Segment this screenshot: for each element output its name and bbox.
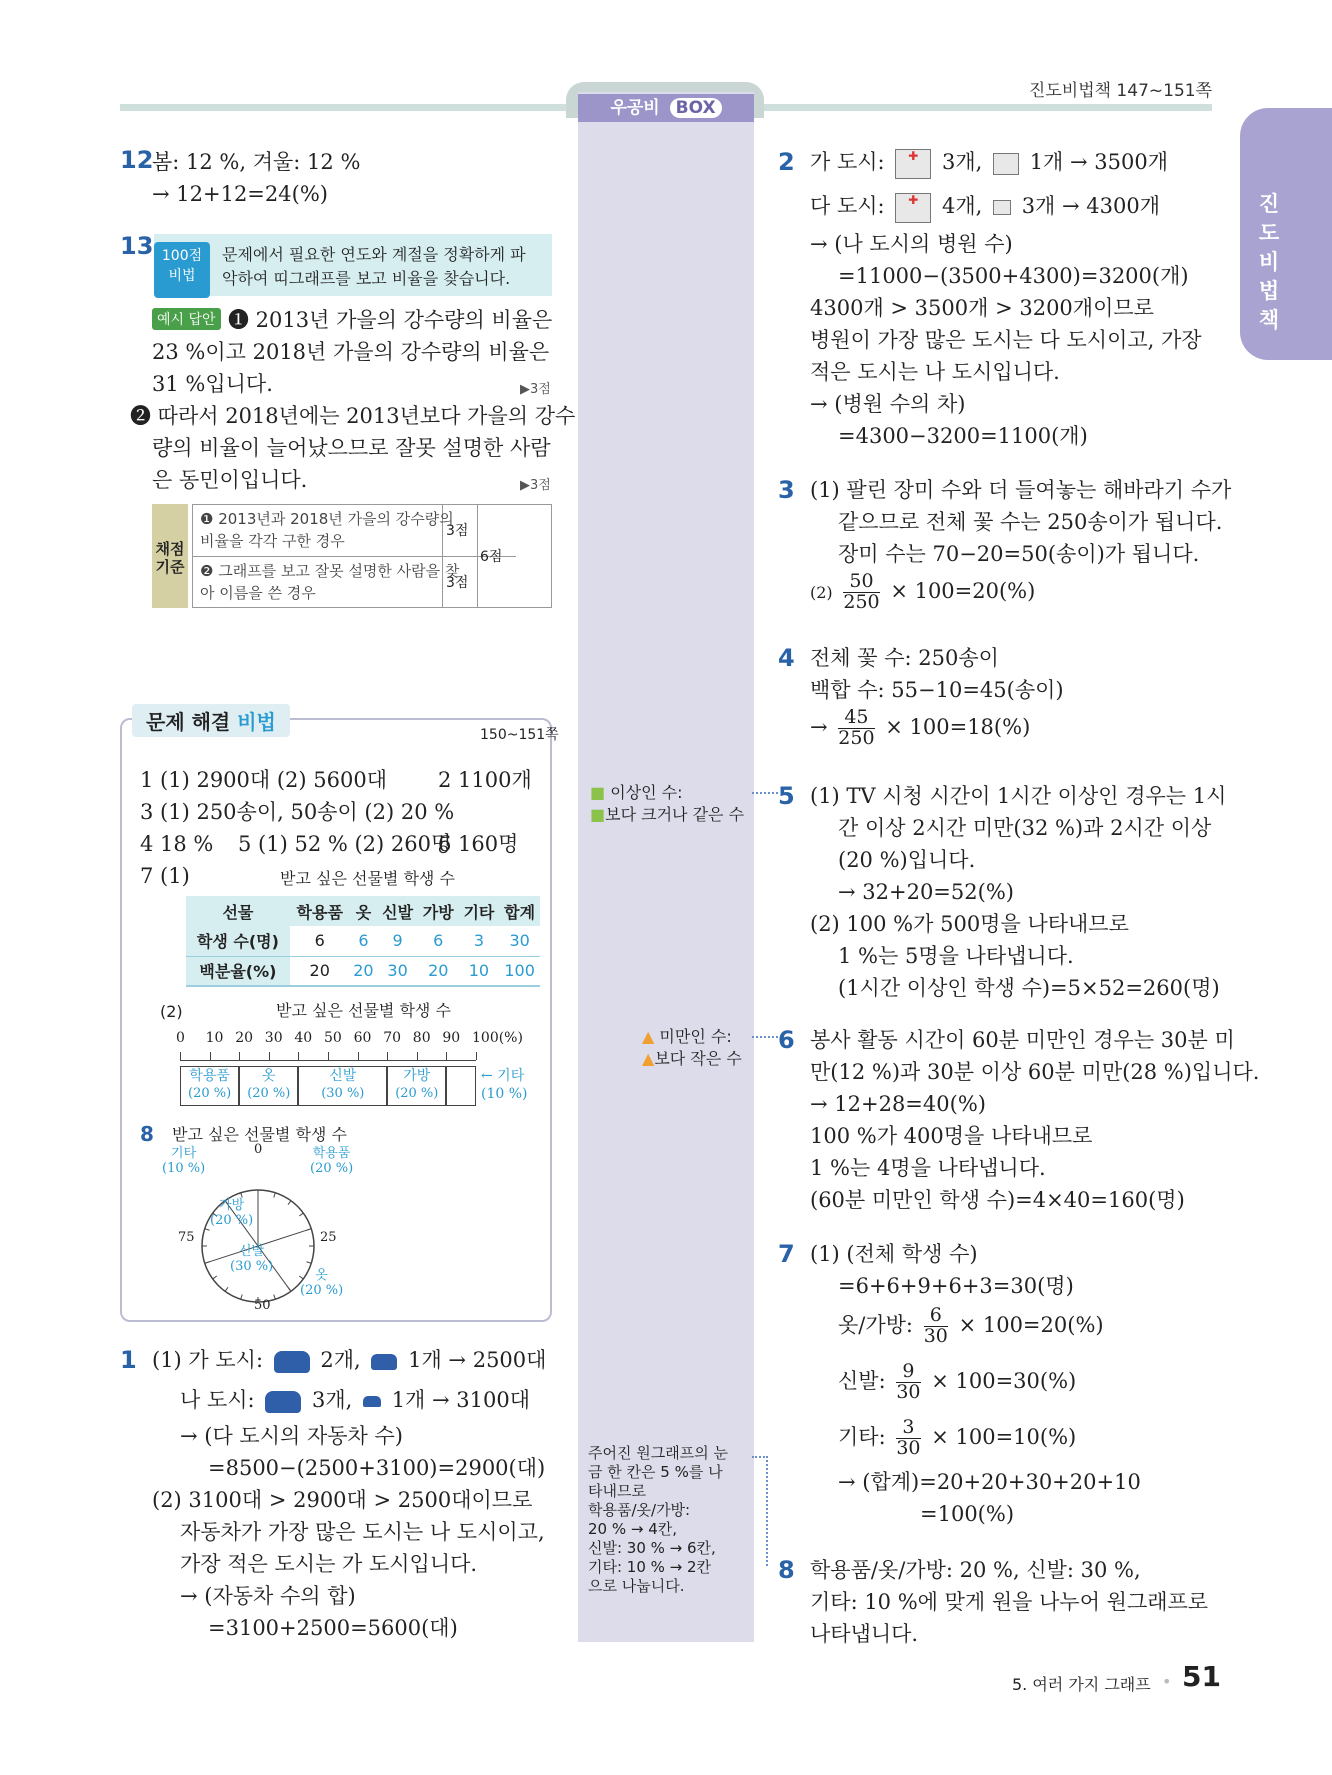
table-header-cell: 가방 xyxy=(422,902,454,922)
secret-q7b: (2) xyxy=(160,1002,183,1021)
q1-line4: =8500−(2500+3100)=2900(대) xyxy=(208,1456,546,1480)
q1-line5: (2) 3100대 > 2900대 > 2500대이므로 xyxy=(152,1488,533,1512)
band-tick-label: 40 xyxy=(294,1030,313,1046)
q7-f1-rest: × 100=20(%) xyxy=(958,1312,1104,1337)
q8-line1: 학용품/옷/가방: 20 %, 신발: 30 %, xyxy=(810,1558,1141,1582)
q7-frac3 xyxy=(838,1418,1076,1459)
note3-line: 으로 나눕니다. xyxy=(588,1577,685,1595)
fraction-denominator: 30 xyxy=(896,1380,921,1403)
note-greater-equal: ■ 이상인 수: ■보다 크거나 같은 수 xyxy=(590,783,745,824)
band-tick-label: 30 xyxy=(264,1030,283,1046)
fraction-numerator: 9 xyxy=(896,1362,920,1383)
hospital-icon: ✚ xyxy=(895,193,931,223)
band-tick-label: 80 xyxy=(412,1030,431,1046)
band-segment-callout xyxy=(481,1067,528,1103)
secret-table-title: 받고 싶은 선물별 학생 수 xyxy=(280,869,455,888)
band-segment-pct: (10 %) xyxy=(480,1086,528,1102)
secret-title-b: 비법 xyxy=(237,710,276,734)
q5-line7: (1시간 이상인 학생 수)=5×52=260(명) xyxy=(838,976,1220,1000)
pie-tick-label: 75 xyxy=(178,1230,195,1245)
rubric-row1a: ❶ 2013년과 2018년 가을의 강수량의 xyxy=(200,510,454,528)
q7-number: 7 xyxy=(778,1240,795,1268)
q4-line3b: × 100=18(%) xyxy=(885,714,1031,739)
table-row xyxy=(186,926,540,956)
table-cell: 6 xyxy=(314,931,325,951)
q7-line1: (1) (전체 학생 수) xyxy=(810,1242,978,1266)
box-label xyxy=(578,94,754,122)
q13-tip-line1: 문제에서 필요한 연도와 계절을 정확하게 파 xyxy=(222,245,526,264)
q2-line2c: 3개 → 4300개 xyxy=(1021,194,1161,218)
q1-line3: → (다 도시의 자동차 수) xyxy=(180,1424,403,1448)
q5-line5: (2) 100 %가 500명을 나타내므로 xyxy=(810,912,1129,936)
pie-slice-label xyxy=(230,1244,273,1274)
note3-line: 학용품/옷/가방: xyxy=(588,1501,691,1519)
q6-number: 6 xyxy=(778,1026,795,1054)
q2-line1a: 가 도시: xyxy=(810,150,885,174)
band-tick-label: 10 xyxy=(205,1030,224,1046)
q13-a5: 량의 비율이 늘어났으므로 잘못 설명한 사람 xyxy=(152,436,551,460)
fraction-denominator: 30 xyxy=(896,1436,921,1459)
band-segment-pct: (20 %) xyxy=(247,1086,291,1101)
fraction-denominator: 250 xyxy=(838,726,875,749)
q1-line6: 자동차가 가장 많은 도시는 나 도시이고, xyxy=(180,1520,545,1544)
note2-a: 미만인 수: xyxy=(659,1027,732,1046)
rubric-row2-points: 3점 xyxy=(446,575,469,591)
example-answer-badge: 예시 답안 xyxy=(152,308,221,330)
q3-fraction xyxy=(843,572,879,613)
q13-a2: 23 %이고 2018년 가을의 강수량의 비율은 xyxy=(152,340,550,364)
q5-number: 5 xyxy=(778,782,795,810)
q2-line7: 적은 도시는 나 도시입니다. xyxy=(810,360,1060,384)
band-segment-name: ← 기타 xyxy=(480,1068,525,1084)
q7-f3-label: 기타: xyxy=(838,1424,886,1449)
band-tick xyxy=(269,1052,270,1060)
side-tab-char: 비 xyxy=(1258,250,1280,274)
q13-point1: ▶3점 xyxy=(520,382,551,397)
q2-line2 xyxy=(810,190,1160,223)
band-segment-name: 옷 xyxy=(262,1068,276,1084)
q1-line1b: 2개, xyxy=(320,1348,361,1372)
q12-line1: 봄: 12 %, 겨울: 12 % xyxy=(152,150,361,174)
q13-a6: 은 동민이입니다. xyxy=(152,468,308,492)
q4-line2: 백합 수: 55−10=45(송이) xyxy=(810,678,1064,702)
q4-fraction xyxy=(838,708,874,749)
band-tick-label: 100(%) xyxy=(472,1030,523,1046)
note2-b: 보다 작은 수 xyxy=(654,1049,742,1068)
band-tick-label: 90 xyxy=(442,1030,461,1046)
band-segment xyxy=(239,1066,298,1106)
band-axis xyxy=(180,1060,476,1061)
q1-line1 xyxy=(152,1344,546,1376)
secret-range: 150~151쪽 xyxy=(480,727,559,743)
q2-line2b: 4개, xyxy=(941,194,983,218)
rubric-row1b: 비율을 각각 구한 경우 xyxy=(200,532,345,550)
q6-line5: 1 %는 4명을 나타냅니다. xyxy=(810,1156,1046,1180)
band-segment-name: 신발 xyxy=(329,1068,357,1084)
note3-line: 신발: 30 % → 6칸, xyxy=(588,1539,716,1557)
page-range: 진도비법책 147~151쪽 xyxy=(1028,81,1212,101)
q7-f2-label: 신발: xyxy=(838,1368,886,1393)
q13-badge: 100점 비법 xyxy=(154,242,210,298)
secret-row3a: 4 18 % xyxy=(140,832,214,856)
q7-f3-rest: × 100=10(%) xyxy=(931,1424,1077,1449)
q6-line2: 만(12 %)과 30분 이상 60분 미만(28 %)입니다. xyxy=(810,1060,1260,1084)
note3-line: 20 % → 4칸, xyxy=(588,1520,678,1538)
q7-fraction1 xyxy=(924,1306,948,1347)
q5-line2: 간 이상 2시간 미만(32 %)과 2시간 이상 xyxy=(838,816,1212,840)
note3-line: 타내므로 xyxy=(588,1482,646,1500)
gift-table-header xyxy=(186,896,540,926)
side-tab xyxy=(1240,108,1332,360)
fraction-denominator: 30 xyxy=(923,1324,948,1347)
pie-slice-name: 신발 xyxy=(239,1244,265,1259)
q2-line3: → (나 도시의 병원 수) xyxy=(810,232,1013,256)
q4-line3 xyxy=(810,708,1030,749)
table-cell: 100 xyxy=(504,961,535,981)
pie-slice-name: 학용품 xyxy=(312,1146,351,1161)
box-label-a: 우공비 xyxy=(610,98,660,118)
table-header-cell: 선물 xyxy=(222,902,254,922)
band-segment-pct: (20 %) xyxy=(395,1086,439,1101)
q2-line9: =4300−3200=1100(개) xyxy=(838,424,1088,448)
band-tick xyxy=(239,1052,240,1060)
table-cell: 9 xyxy=(392,931,403,951)
band-tick xyxy=(446,1052,447,1060)
secret-q8: 8 xyxy=(140,1122,154,1146)
q8-line3: 나타냅니다. xyxy=(810,1622,919,1646)
q2-line1c: 1개 → 3500개 xyxy=(1029,150,1169,174)
q13-a4: ❷ 따라서 2018년에는 2013년보다 가을의 강수 xyxy=(130,404,576,428)
pie-slice-pct: (10 %) xyxy=(162,1161,206,1176)
side-tab-text xyxy=(1256,190,1282,335)
note1-a: 이상인 수: xyxy=(610,783,683,802)
note1-b: 보다 크거나 같은 수 xyxy=(605,805,745,824)
fraction-denominator: 250 xyxy=(843,590,880,613)
rubric-row2a: ❷ 그래프를 보고 잘못 설명한 사람을 찾 xyxy=(200,562,460,580)
note3-line: 금 한 칸은 5 %를 나 xyxy=(588,1463,723,1481)
fraction-numerator: 50 xyxy=(843,572,879,593)
band-tick-label: 50 xyxy=(324,1030,342,1046)
table-cell: 3 xyxy=(473,931,485,951)
middle-band xyxy=(578,92,754,1642)
q6-line6: (60분 미만인 학생 수)=4×40=160(명) xyxy=(810,1188,1185,1212)
q1-line1a: (1) 가 도시: xyxy=(152,1348,264,1372)
band-tick xyxy=(298,1052,299,1060)
q7-line2: =6+6+9+6+3=30(명) xyxy=(838,1274,1074,1298)
pie-tick-label: 25 xyxy=(320,1230,337,1245)
band-segment-pct: (20 %) xyxy=(188,1086,232,1101)
band-tick xyxy=(476,1052,477,1060)
hospital-icon-small xyxy=(993,153,1019,175)
q7-line6: → (합계)=20+20+30+20+10 xyxy=(838,1470,1141,1494)
table-row-label: 학생 수(명) xyxy=(186,926,290,956)
secret-row1b: 2 1100개 xyxy=(438,768,532,792)
note-pie-division xyxy=(588,1444,748,1596)
car-icon-small xyxy=(363,1396,381,1407)
secret-title xyxy=(132,704,290,737)
secret-row1: 1 (1) 2900대 (2) 5600대 xyxy=(140,768,388,792)
q8-line2: 기타: 10 %에 맞게 원을 나누어 원그래프로 xyxy=(810,1590,1209,1614)
pie-tick-label: 0 xyxy=(254,1142,263,1157)
gift-table xyxy=(186,896,540,987)
pie-tick-label: 50 xyxy=(254,1298,271,1313)
table-header-cell: 합계 xyxy=(504,902,536,922)
secret-title-a: 문제 해결 xyxy=(146,710,238,734)
table-cell: 20 xyxy=(428,961,449,981)
q2-line1 xyxy=(810,146,1168,179)
pie-slice-name: 기타 xyxy=(171,1146,197,1161)
table-cell: 10 xyxy=(468,961,490,981)
q2-line4: =11000−(3500+4300)=3200(개) xyxy=(838,264,1189,288)
table-cell: 6 xyxy=(433,931,444,951)
q5-line3: (20 %)입니다. xyxy=(838,848,976,872)
pie-labels xyxy=(150,1142,390,1313)
pie-slice-label xyxy=(310,1146,353,1176)
band-tick xyxy=(417,1052,418,1060)
q3-number: 3 xyxy=(778,476,795,504)
hospital-icon: ✚ xyxy=(895,149,931,179)
q5-line4: → 32+20=52(%) xyxy=(838,880,1014,904)
q1-line2c: 1개 → 3100대 xyxy=(391,1388,531,1412)
fraction-numerator: 45 xyxy=(838,708,874,729)
q7-f2-rest: × 100=30(%) xyxy=(931,1368,1077,1393)
note3-leader xyxy=(752,1456,768,1566)
band-segment xyxy=(446,1066,528,1106)
side-tab-char: 책 xyxy=(1258,308,1280,332)
q4-number: 4 xyxy=(778,644,795,672)
note2-leader xyxy=(752,1036,778,1038)
secret-row2: 3 (1) 250송이, 50송이 (2) 20 % xyxy=(140,800,455,824)
q6-line3: → 12+28=40(%) xyxy=(810,1092,986,1116)
band-tick xyxy=(328,1052,329,1060)
q1-number: 1 xyxy=(120,1346,137,1374)
q2-line5: 4300개 > 3500개 > 3200개이므로 xyxy=(810,296,1154,320)
secret-q7: 7 (1) xyxy=(140,864,190,888)
q13-tip-line2: 악하여 띠그래프를 보고 비율을 찾습니다. xyxy=(222,269,511,288)
q7-line7: =100(%) xyxy=(920,1502,1015,1526)
q2-number: 2 xyxy=(778,148,795,176)
q1-line2 xyxy=(180,1384,530,1416)
fraction-numerator: 6 xyxy=(924,1306,948,1327)
band-tick-label: 0 xyxy=(176,1030,185,1046)
q1-line8: → (자동차 수의 합) xyxy=(180,1584,356,1608)
band-tick-label: 60 xyxy=(353,1030,372,1046)
q3-line2: 같으므로 전체 꽃 수는 250송이가 됩니다. xyxy=(838,510,1223,534)
band-tick xyxy=(210,1052,211,1060)
footer-section: 5. 여러 가지 그래프 xyxy=(1012,1675,1151,1694)
q3-line4 xyxy=(810,572,1035,613)
note-less-than: ▲ 미만인 수: ▲보다 작은 수 xyxy=(642,1027,742,1068)
q4-arrow: → xyxy=(810,714,828,739)
q3-label-2: (2) xyxy=(810,582,833,602)
footer-dot: • xyxy=(1162,1672,1172,1691)
q5-line1: (1) TV 시청 시간이 1시간 이상인 경우는 1시 xyxy=(810,784,1227,808)
fraction-numerator: 3 xyxy=(896,1418,920,1439)
pie-slice-name: 가방 xyxy=(219,1198,245,1213)
note3-line: 기타: 10 % → 2칸 xyxy=(588,1558,712,1576)
band-title: 받고 싶은 선물별 학생 수 xyxy=(276,1001,451,1020)
table-header-cell: 학용품 xyxy=(296,902,343,922)
pie-slice-pct: (20 %) xyxy=(300,1283,344,1298)
table-cell: 6 xyxy=(358,931,369,951)
hospital-icon-small xyxy=(993,200,1011,215)
side-tab-char: 진 xyxy=(1258,192,1280,216)
q6-line4: 100 %가 400명을 나타내므로 xyxy=(810,1124,1093,1148)
band-segment xyxy=(298,1066,387,1106)
pie-slice-label xyxy=(162,1146,205,1176)
q3-line4b: × 100=20(%) xyxy=(890,578,1036,603)
q7-frac1 xyxy=(838,1306,1104,1347)
rubric-total: 6점 xyxy=(480,549,503,565)
car-icon-small xyxy=(371,1354,397,1370)
rubric-label: 채점 기준 xyxy=(152,504,188,608)
page-number: 51 xyxy=(1182,1660,1221,1693)
q3-line1: (1) 팔린 장미 수와 더 들여놓는 해바라기 수가 xyxy=(810,478,1232,502)
band-tick xyxy=(387,1052,388,1060)
band-segment-pct: (30 %) xyxy=(321,1086,365,1101)
q2-line1b: 3개, xyxy=(941,150,983,174)
side-tab-char: 도 xyxy=(1258,221,1280,245)
note3-line: 주어진 원그래프의 눈 xyxy=(588,1444,728,1462)
band-tick xyxy=(180,1052,181,1060)
q5-line6: 1 %는 5명을 나타냅니다. xyxy=(838,944,1074,968)
q13-number: 13 xyxy=(120,232,154,260)
q1-line7: 가장 적은 도시는 가 도시입니다. xyxy=(180,1552,478,1576)
secret-row3c: 6 160명 xyxy=(438,832,519,856)
car-icon xyxy=(265,1391,301,1413)
pie-slice-pct: (30 %) xyxy=(230,1259,274,1274)
table-row-label: 백분율(%) xyxy=(186,956,290,986)
pie-slice-pct: (20 %) xyxy=(310,1161,354,1176)
table-cell: 20 xyxy=(353,961,374,981)
table-cell: 20 xyxy=(309,961,330,981)
pie-slice-name: 옷 xyxy=(315,1268,328,1283)
q7-fraction3 xyxy=(896,1418,920,1459)
band-graph xyxy=(176,1030,550,1110)
q6-line1: 봉사 활동 시간이 60분 미만인 경우는 30분 미 xyxy=(810,1028,1235,1052)
q12-line2: → 12+12=24(%) xyxy=(152,182,328,206)
q2-line6: 병원이 가장 많은 도시는 다 도시이고, 가장 xyxy=(810,328,1202,352)
pie-slice-label xyxy=(210,1198,253,1228)
secret-row3b: 5 (1) 52 % (2) 260명 xyxy=(238,832,452,856)
pie-slice-pct: (20 %) xyxy=(210,1213,254,1228)
q1-line2b: 3개, xyxy=(311,1388,353,1412)
pie-slice-label xyxy=(300,1268,343,1298)
q13-point2: ▶3점 xyxy=(520,478,551,493)
table-row xyxy=(186,956,540,986)
box-label-b: BOX xyxy=(670,98,722,118)
rubric-table xyxy=(152,504,552,608)
table-cell: 30 xyxy=(387,961,408,981)
band-segment xyxy=(387,1066,446,1106)
q4-line1: 전체 꽃 수: 250송이 xyxy=(810,646,999,670)
band-segment xyxy=(180,1066,239,1106)
q7-frac2 xyxy=(838,1362,1076,1403)
q13-a1: ❶ 2013년 가을의 강수량의 비율은 xyxy=(228,308,553,332)
q8-number: 8 xyxy=(778,1556,795,1584)
side-tab-char: 법 xyxy=(1258,279,1280,303)
q7-fraction2 xyxy=(896,1362,920,1403)
band-tick-label: 70 xyxy=(383,1030,402,1046)
band-tick-label: 20 xyxy=(235,1030,254,1046)
table-header-cell: 기타 xyxy=(463,902,495,922)
band-tick xyxy=(358,1052,359,1060)
q2-line8: → (병원 수의 차) xyxy=(810,392,966,416)
q1-line2a: 나 도시: xyxy=(180,1388,255,1412)
q3-line3: 장미 수는 70−20=50(송이)가 됩니다. xyxy=(838,542,1200,566)
table-header-cell: 신발 xyxy=(382,902,414,922)
q2-line2a: 다 도시: xyxy=(810,194,885,218)
q1-line9: =3100+2500=5600(대) xyxy=(208,1616,458,1640)
rubric-row2b: 아 이름을 쓴 경우 xyxy=(200,584,316,602)
q7-f1-label: 옷/가방: xyxy=(838,1312,914,1337)
q1-line1c: 1개 → 2500대 xyxy=(408,1348,547,1372)
q13-a3: 31 %입니다. xyxy=(152,372,273,396)
q12-number: 12 xyxy=(120,146,154,174)
band-segment-name: 가방 xyxy=(403,1068,431,1084)
car-icon xyxy=(274,1351,310,1373)
rubric-row1-points: 3점 xyxy=(446,523,469,539)
pie-title: 받고 싶은 선물별 학생 수 xyxy=(172,1125,347,1144)
band-segment-name: 학용품 xyxy=(189,1068,230,1084)
table-cell: 30 xyxy=(509,931,530,951)
note1-leader xyxy=(752,792,778,794)
table-header-cell: 옷 xyxy=(355,902,372,922)
